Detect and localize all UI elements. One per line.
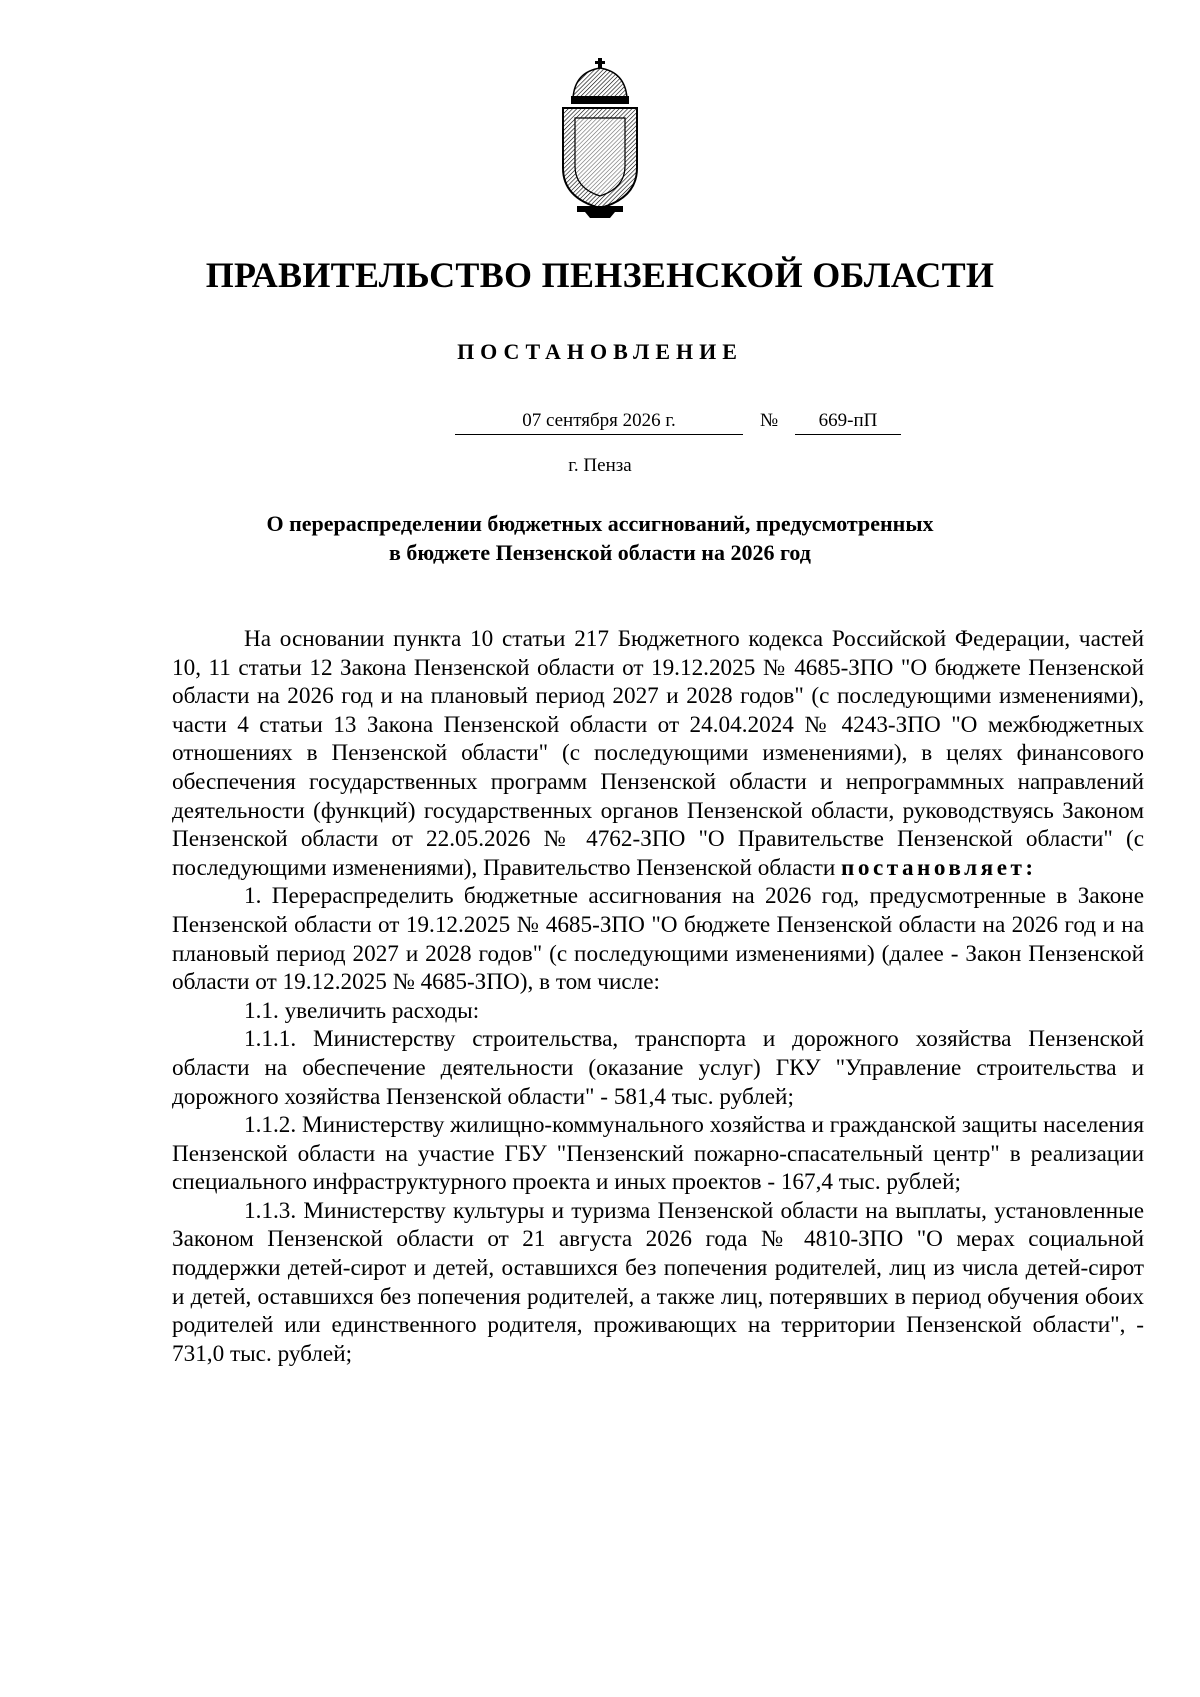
government-title: ПРАВИТЕЛЬСТВО ПЕНЗЕНСКОЙ ОБЛАСТИ <box>205 255 995 295</box>
preamble-paragraph <box>172 625 1144 882</box>
document-number: 669-пП <box>795 410 901 435</box>
preamble-text: На основании пункта 10 статьи 217 Бюджетного кодекса Российской Федерации, частей 10, 11 статьи 12 Закона Пензенской области от 19.12.2025 № 4685-ЗПО "О бюджете Пензенской области на 2026 год и на плановый период 2027 и 2028 годов" (с последующими изменениями), части 4 статьи 13 Закона Пензенской области от 24.04.2024 № 4243-ЗПО "О межбюджетных отношениях в Пензенской области" (с последующими изменениями), в целях финансового обеспечения государственных программ Пензенской области и непрограммных направлений деятельности (функций) государственных органов Пензенской области, руководствуясь Законом Пензенской области от 22.05.2026 № 4762-ЗПО "О Правительстве Пензенской области" (с последующими изменениями), Правительство Пензенской области <box>172 626 1144 881</box>
document-subject <box>210 509 990 567</box>
number-sign: № <box>760 410 779 431</box>
document-type: ПОСТАНОВЛЕНИЕ <box>457 339 743 364</box>
subject-line-1: О перераспределении бюджетных ассигнований, предусмотренных <box>266 511 934 536</box>
resolves-word: постановляет: <box>841 854 1037 881</box>
document-date: 07 сентября 2026 г. <box>455 410 743 435</box>
subject-line-2: в бюджете Пензенской области на 2026 год <box>389 540 811 565</box>
paragraph-1-1: 1.1. увеличить расходы: <box>244 997 480 1024</box>
paragraph-1-1-3: 1.1.3. Министерству культуры и туризма Пензенской области на выплаты, установленные Законом Пензенской области от 21 августа 2026 года № 4810-ЗПО "О мерах социальной поддержки детей-сирот и детей, оставшихся без попечения родителей, лиц из числа детей-сирот и детей, оставшихся без попечения родителей, а также лиц, потерявших в период обучения обоих родителей или единственного родителя, проживающих на территории Пензенской области", - 731,0 тыс. рублей; <box>172 1197 1144 1367</box>
paragraph-1-1-1: 1.1.1. Министерству строительства, транспорта и дорожного хозяйства Пензенской области на обеспечение деятельности (оказание услуг) ГКУ "Управление строительства и дорожного хозяйства Пензенской области" - 581,4 тыс. рублей; <box>172 1026 1144 1110</box>
paragraph-1: 1. Перераспределить бюджетные ассигнования на 2026 год, предусмотренные в Законе Пензенской области от 19.12.2025 № 4685-ЗПО "О бюджете Пензенской области на 2026 год и на плановый период 2027 и 2028 годов" (с последующими изменениями) (далее - Закон Пензенской области от 19.12.2025 № 4685-ЗПО), в том числе: <box>172 883 1144 996</box>
document-body <box>172 625 1144 1368</box>
paragraph-1-1-2: 1.1.2. Министерству жилищно-коммунального хозяйства и гражданской защиты населения Пензенской области на участие ГБУ "Пензенский пожарно-спасательный центр" в реализации специального инфраструктурного проекта и иных проектов - 167,4 тыс. рублей; <box>172 1112 1144 1196</box>
date-number-line <box>455 410 901 440</box>
coat-of-arms-emblem <box>555 58 645 218</box>
document-city: г. Пенза <box>568 455 632 476</box>
